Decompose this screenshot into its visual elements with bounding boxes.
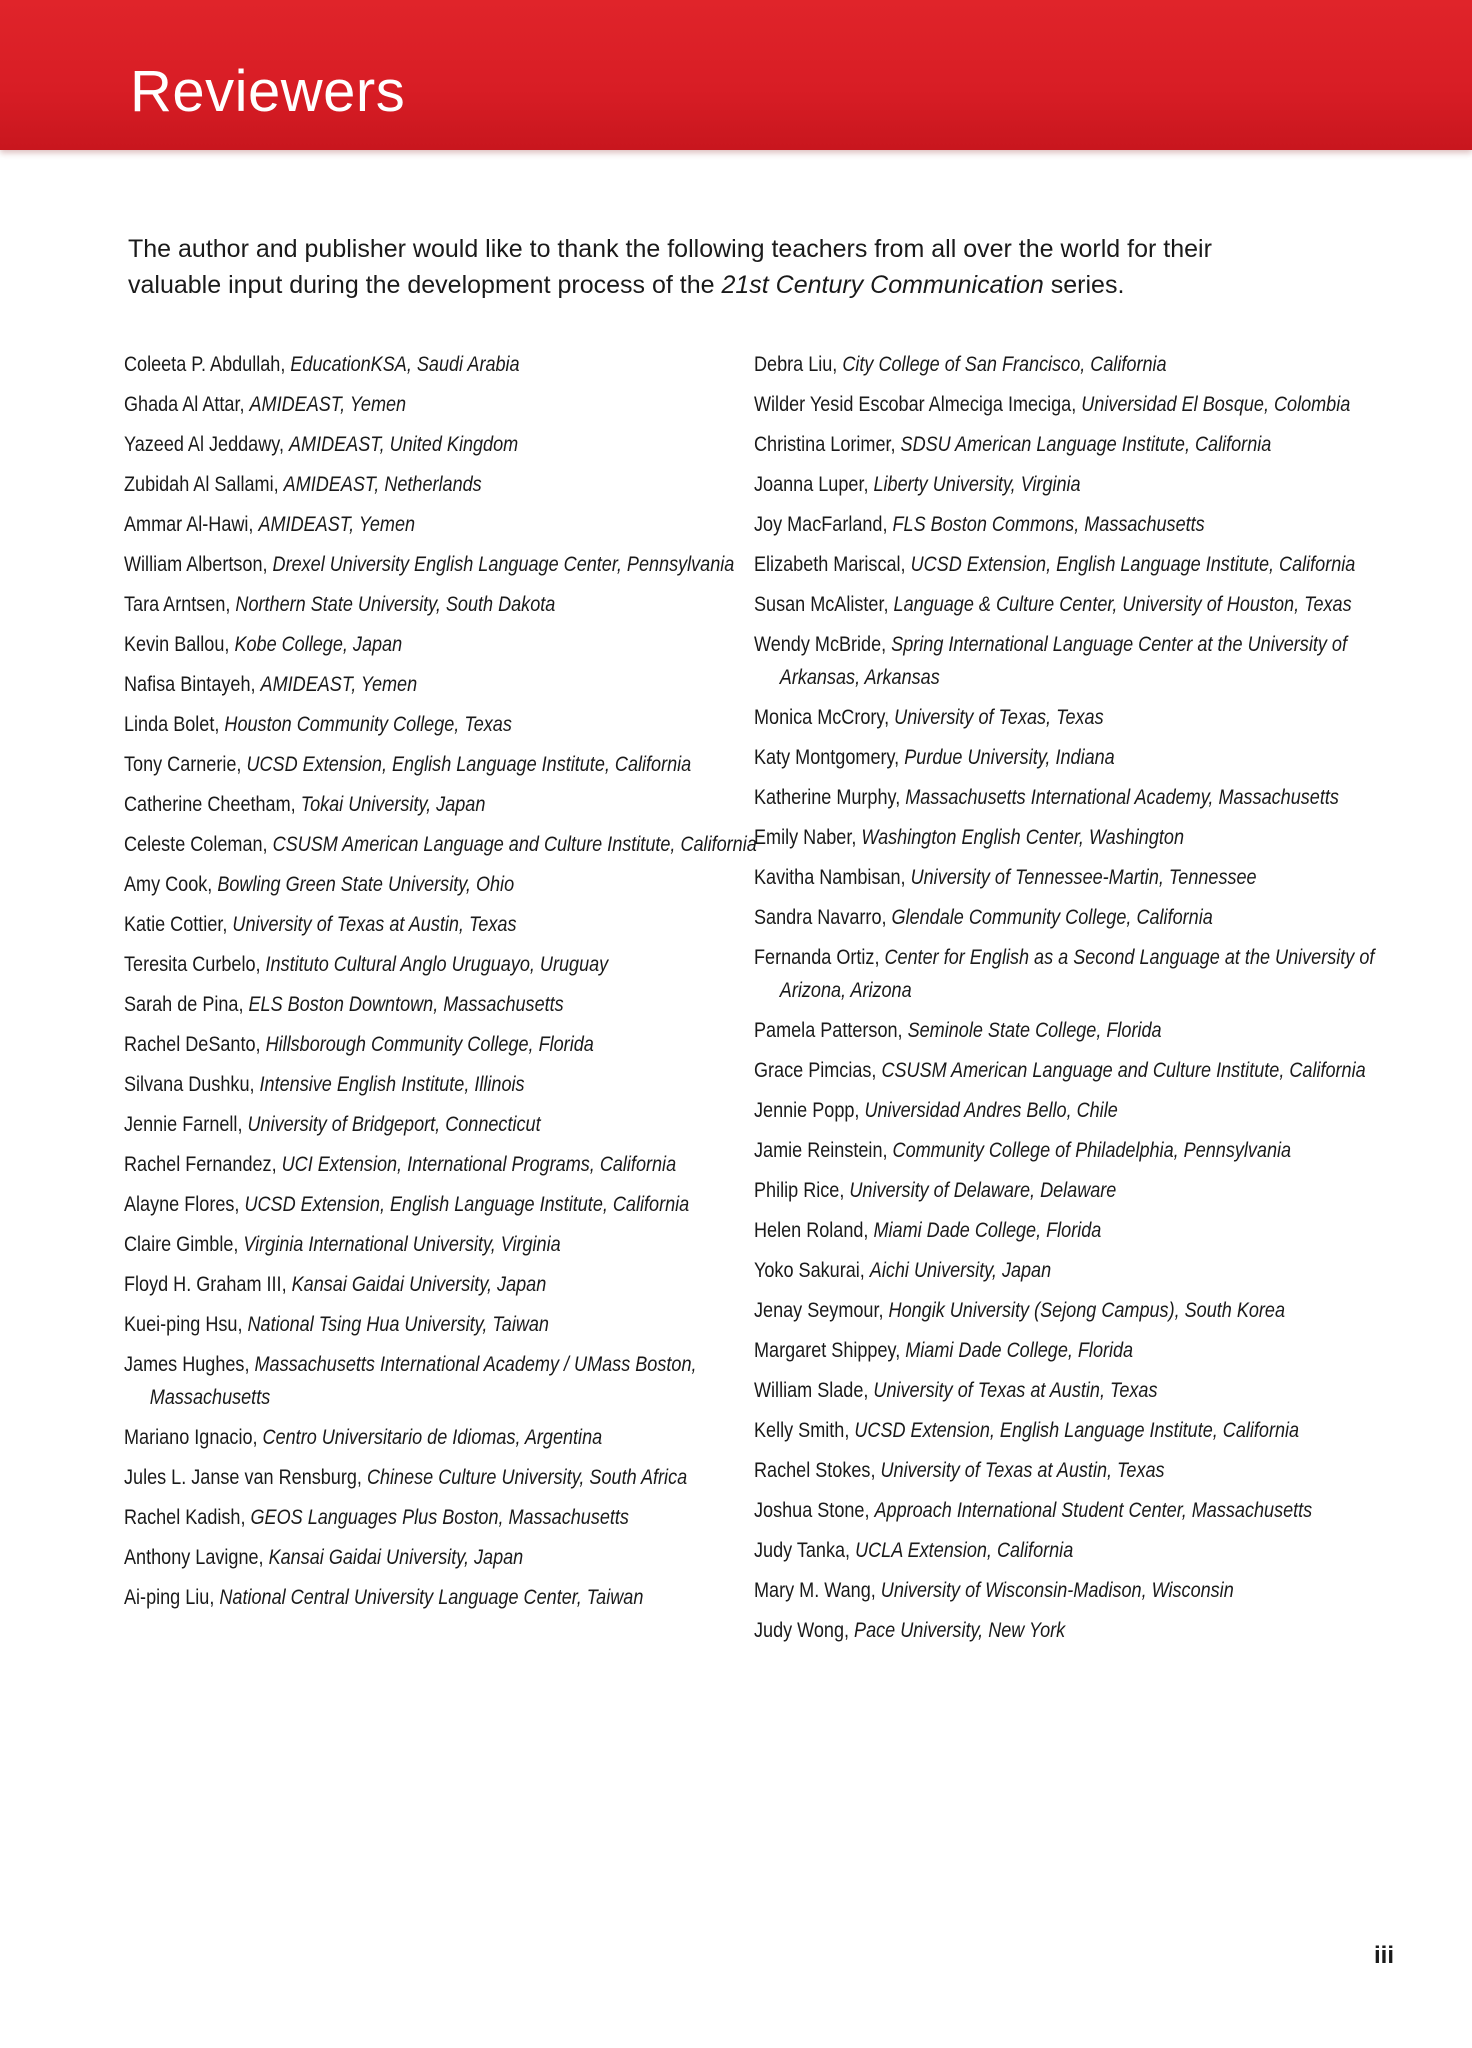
reviewer-affiliation: Universidad Andres Bello, Chile [864,1099,1118,1122]
reviewer-name: Pamela Patterson, [754,1019,908,1042]
reviewer-entry [124,548,768,581]
reviewer-affiliation: UCSD Extension, English Language Institute, California [246,753,692,776]
reviewer-entry [754,1094,1408,1127]
reviewer-entry [754,781,1408,814]
reviewer-affiliation: Massachusetts International Academy / UMass Boston, Massachusetts [149,1353,697,1409]
reviewer-entry [754,1614,1408,1647]
reviewer-affiliation: FLS Boston Commons, Massachusetts [892,513,1205,536]
reviewer-name: Linda Bolet, [124,713,225,736]
reviewer-entry [124,748,768,781]
reviewer-name: William Slade, [754,1379,874,1402]
reviewer-entry [754,1534,1408,1567]
reviewer-name: Mary M. Wang, [754,1579,881,1602]
reviewer-affiliation: Drexel University English Language Center, Pennsylvania [272,553,735,576]
reviewer-affiliation: University of Tennessee-Martin, Tennessee [910,866,1257,889]
reviewer-affiliation: CSUSM American Language and Culture Institute, California [272,833,757,856]
reviewer-entry [124,1188,768,1221]
reviewer-name: Ammar Al-Hawi, [124,513,259,536]
reviewer-affiliation: Language & Culture Center, University of Houston, Texas [893,593,1352,616]
reviewer-affiliation: UCLA Extension, California [855,1539,1074,1562]
reviewer-entry [754,628,1408,694]
reviewer-affiliation: Houston Community College, Texas [224,713,512,736]
reviewer-name: Debra Liu, [754,353,843,376]
reviewer-affiliation: AMIDEAST, Netherlands [283,473,482,496]
reviewer-name: Judy Tanka, [754,1539,856,1562]
reviewer-name: Elizabeth Mariscal, [754,553,911,576]
reviewer-affiliation: Spring International Language Center at the University of Arkansas, Arkansas [779,633,1347,689]
reviewer-affiliation: Virginia International University, Virginia [243,1233,561,1256]
reviewer-affiliation: CSUSM American Language and Culture Institute, California [881,1059,1366,1082]
reviewer-entry [124,868,768,901]
reviewer-name: Celeste Coleman, [124,833,273,856]
reviewer-name: Fernanda Ortiz, [754,946,885,969]
reviewer-entry [754,468,1408,501]
reviewer-affiliation: ELS Boston Downtown, Massachusetts [248,993,564,1016]
reviewer-name: Joshua Stone, [754,1499,875,1522]
reviewer-affiliation: University of Texas at Austin, Texas [232,913,517,936]
reviewer-entry [124,1461,768,1494]
page-number: iii [1374,1942,1395,1969]
reviewer-entry [124,708,768,741]
reviewer-entry [124,668,768,701]
reviewer-name: Rachel Fernandez, [124,1153,282,1176]
reviewer-entry [124,588,768,621]
reviewer-affiliation: Purdue University, Indiana [904,746,1115,769]
intro-text-before: The author and publisher would like to thank the following teachers from all over the world for their valuable input during the development process of the [128,235,1212,299]
reviewer-entry [124,1068,768,1101]
reviewer-entry [754,901,1408,934]
reviewer-affiliation: Tokai University, Japan [300,793,486,816]
reviewer-entry [124,1268,768,1301]
reviewer-name: Zubidah Al Sallami, [124,473,284,496]
reviewer-entry [754,1574,1408,1607]
page-title: Reviewers [130,59,406,124]
reviewer-name: Grace Pimcias, [754,1059,882,1082]
reviewer-affiliation: Intensive English Institute, Illinois [259,1073,525,1096]
reviewer-affiliation: Hongik University (Sejong Campus), South Korea [888,1299,1286,1322]
reviewer-name: Wendy McBride, [754,633,892,656]
reviewer-entry [754,1134,1408,1167]
reviewer-affiliation: UCSD Extension, English Language Institute, California [244,1193,690,1216]
reviewer-name: Jennie Farnell, [124,1113,248,1136]
reviewer-name: Katy Montgomery, [754,746,905,769]
reviewer-name: Margaret Shippey, [754,1339,906,1362]
reviewer-entry [124,828,768,861]
reviewer-entry [754,1334,1408,1367]
reviewer-entry [754,861,1408,894]
reviewer-name: Amy Cook, [124,873,218,896]
reviewer-affiliation: Universidad El Bosque, Colombia [1081,393,1351,416]
reviewer-affiliation: City College of San Francisco, California [842,353,1167,376]
reviewer-affiliation: Chinese Culture University, South Africa [366,1466,688,1489]
reviewer-affiliation: University of Wisconsin-Madison, Wisconsin [880,1579,1234,1602]
reviewer-name: Catherine Cheetham, [124,793,301,816]
reviewer-affiliation: Hillsborough Community College, Florida [265,1033,594,1056]
reviewer-entry [124,1348,768,1414]
reviewer-entry [124,1541,768,1574]
reviewer-affiliation: UCSD Extension, English Language Institute, California [854,1419,1300,1442]
reviewer-entry [124,1501,768,1534]
reviewer-entry [124,388,768,421]
reviewer-name: Tony Carnerie, [124,753,247,776]
reviewer-entry [754,428,1408,461]
reviewer-affiliation: National Central University Language Center, Taiwan [219,1586,644,1609]
reviewer-name: Kevin Ballou, [124,633,235,656]
reviewer-name: William Albertson, [124,553,273,576]
reviewer-affiliation: Miami Dade College, Florida [905,1339,1134,1362]
intro-text-after: series. [1043,271,1125,299]
reviewer-name: Ghada Al Attar, [124,393,250,416]
reviewer-affiliation: Glendale Community College, California [891,906,1213,929]
reviewer-affiliation: Kansai Gaidai University, Japan [291,1273,547,1296]
intro-paragraph [128,231,1288,303]
reviewer-entry [124,628,768,661]
reviewer-entry [124,348,768,381]
reviewer-entry [754,1214,1408,1247]
reviewer-name: Monica McCrory, [754,706,895,729]
reviewer-name: Judy Wong, [754,1619,855,1642]
reviewer-affiliation: AMIDEAST, United Kingdom [288,433,519,456]
reviewer-name: Floyd H. Graham III, [124,1273,292,1296]
reviewer-name: Claire Gimble, [124,1233,244,1256]
reviewer-name: Nafisa Bintayeh, [124,673,261,696]
reviewer-entry [124,1108,768,1141]
reviewer-name: Katherine Murphy, [754,786,906,809]
reviewer-entry [124,1308,768,1341]
reviewer-entry [124,1228,768,1261]
reviewer-affiliation: Community College of Philadelphia, Pennsylvania [892,1139,1292,1162]
reviewer-entry [754,548,1408,581]
reviewer-name: Jenay Seymour, [754,1299,889,1322]
reviewer-entry [754,348,1408,381]
reviewer-name: Susan McAlister, [754,593,894,616]
reviewer-name: Coleeta P. Abdullah, [124,353,291,376]
reviewer-entry [124,1148,768,1181]
reviewer-entry [754,508,1408,541]
series-name: 21st Century Communication [721,271,1044,299]
reviewer-name: Jennie Popp, [754,1099,865,1122]
reviewer-name: Sarah de Pina, [124,993,249,1016]
reviewer-affiliation: AMIDEAST, Yemen [258,513,416,536]
reviewer-name: Emily Naber, [754,826,862,849]
reviewer-affiliation: Aichi University, Japan [869,1259,1052,1282]
reviewer-name: Silvana Dushku, [124,1073,260,1096]
reviewer-affiliation: University of Texas at Austin, Texas [873,1379,1158,1402]
reviewer-entry [124,1028,768,1061]
reviewer-affiliation: UCSD Extension, English Language Institute, California [910,553,1356,576]
reviewer-name: Alayne Flores, [124,1193,245,1216]
reviewer-affiliation: Seminole State College, Florida [907,1019,1162,1042]
reviewer-entry [754,1254,1408,1287]
reviewer-name: Anthony Lavigne, [124,1546,269,1569]
reviewer-name: Tara Arntsen, [124,593,236,616]
reviewers-left-column [124,348,757,1621]
reviewer-name: Joanna Luper, [754,473,874,496]
reviewer-name: Yazeed Al Jeddawy, [124,433,289,456]
reviewer-entry [124,988,768,1021]
reviewer-name: Kuei-ping Hsu, [124,1313,248,1336]
reviewer-affiliation: University of Texas at Austin, Texas [880,1459,1165,1482]
reviewer-affiliation: SDSU American Language Institute, California [900,433,1272,456]
reviewer-affiliation: AMIDEAST, Yemen [260,673,418,696]
reviewer-entry [754,701,1408,734]
reviewer-name: Teresita Curbelo, [124,953,266,976]
reviewer-name: Joy MacFarland, [754,513,893,536]
reviewer-name: Christina Lorimer, [754,433,901,456]
reviewer-affiliation: Miami Dade College, Florida [873,1219,1102,1242]
reviewer-affiliation: AMIDEAST, Yemen [249,393,407,416]
reviewer-entry [754,1174,1408,1207]
reviewer-entry [124,948,768,981]
reviewer-entry [754,1294,1408,1327]
reviewer-affiliation: Centro Universitario de Idiomas, Argentina [262,1426,603,1449]
reviewer-affiliation: GEOS Languages Plus Boston, Massachusetts [250,1506,629,1529]
reviewer-name: Yoko Sakurai, [754,1259,870,1282]
header-banner [0,0,1472,150]
reviewer-name: Helen Roland, [754,1219,874,1242]
reviewer-affiliation: Kansai Gaidai University, Japan [268,1546,524,1569]
reviewer-affiliation: Instituto Cultural Anglo Uruguayo, Uruguay [265,953,609,976]
reviewer-name: James Hughes, [124,1353,255,1376]
reviewer-name: Rachel Stokes, [754,1459,881,1482]
reviewer-name: Wilder Yesid Escobar Almeciga Imeciga, [754,393,1082,416]
reviewer-name: Ai-ping Liu, [124,1586,220,1609]
reviewer-entry [754,1014,1408,1047]
reviewer-entry [124,1421,768,1454]
reviewer-affiliation: Center for English as a Second Language at the University of Arizona, Arizona [779,946,1375,1002]
reviewer-entry [754,1494,1408,1527]
reviewer-affiliation: Washington English Center, Washington [861,826,1184,849]
reviewer-entry [124,1581,768,1614]
reviewer-affiliation: Northern State University, South Dakota [235,593,556,616]
reviewer-entry [754,821,1408,854]
reviewer-affiliation: Bowling Green State University, Ohio [217,873,515,896]
reviewer-affiliation: National Tsing Hua University, Taiwan [247,1313,549,1336]
reviewer-affiliation: Pace University, New York [854,1619,1066,1642]
reviewer-entry [754,1374,1408,1407]
reviewer-affiliation: University of Delaware, Delaware [849,1179,1117,1202]
reviewer-name: Rachel Kadish, [124,1506,251,1529]
reviewer-affiliation: Approach International Student Center, Massachusetts [874,1499,1313,1522]
reviewer-name: Philip Rice, [754,1179,850,1202]
reviewer-entry [124,788,768,821]
reviewer-entry [754,941,1408,1007]
reviewer-name: Rachel DeSanto, [124,1033,266,1056]
reviewer-affiliation: University of Texas, Texas [894,706,1104,729]
reviewer-entry [754,588,1408,621]
reviewer-entry [754,388,1408,421]
reviewer-name: Kavitha Nambisan, [754,866,911,889]
reviewer-affiliation: Massachusetts International Academy, Massachusetts [905,786,1339,809]
reviewer-name: Mariano Ignacio, [124,1426,263,1449]
reviewer-affiliation: UCI Extension, International Programs, California [281,1153,677,1176]
reviewer-entry [754,1454,1408,1487]
reviewer-entry [754,741,1408,774]
reviewer-name: Katie Cottier, [124,913,233,936]
reviewer-affiliation: Kobe College, Japan [234,633,403,656]
reviewer-entry [124,468,768,501]
reviewer-affiliation: University of Bridgeport, Connecticut [247,1113,541,1136]
reviewer-affiliation: Liberty University, Virginia [873,473,1081,496]
reviewer-entry [124,508,768,541]
reviewer-entry [754,1054,1408,1087]
reviewer-name: Jamie Reinstein, [754,1139,893,1162]
reviewer-entry [124,428,768,461]
reviewer-name: Sandra Navarro, [754,906,892,929]
reviewer-affiliation: EducationKSA, Saudi Arabia [290,353,520,376]
reviewer-name: Kelly Smith, [754,1419,855,1442]
reviewer-entry [754,1414,1408,1447]
reviewer-name: Jules L. Janse van Rensburg, [124,1466,367,1489]
reviewer-entry [124,908,768,941]
reviewers-right-column [754,348,1384,1654]
